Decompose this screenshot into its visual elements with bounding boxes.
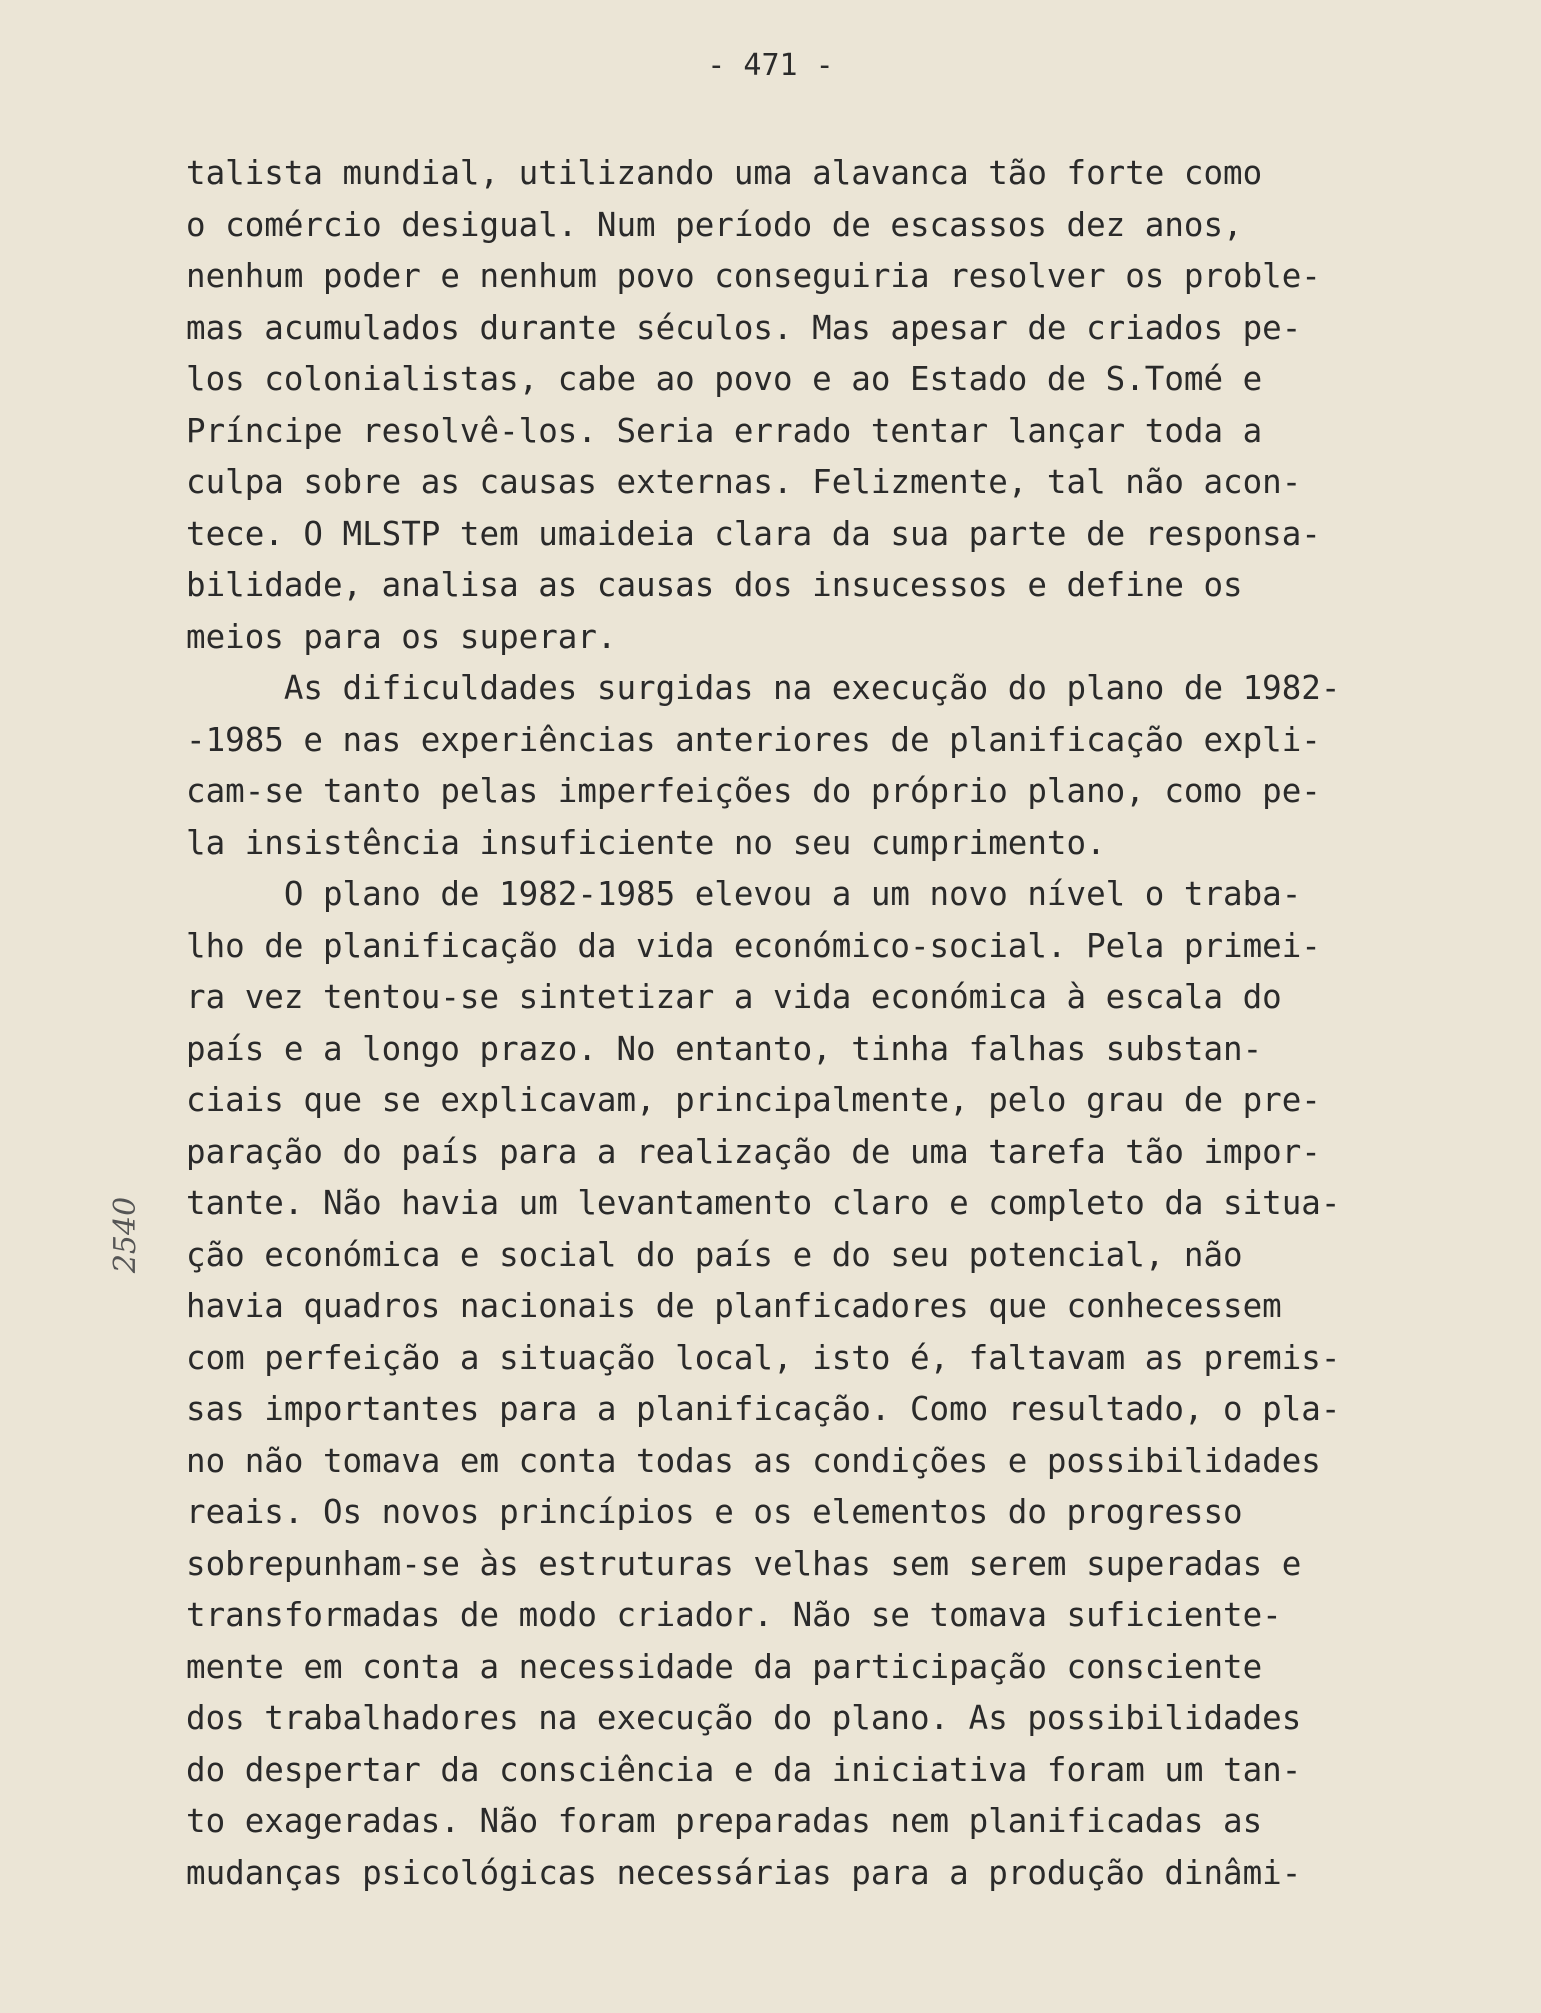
text-line: sobrepunham-se às estruturas velhas sem serem superadas e <box>186 1544 1302 1583</box>
text-line: no não tomava em conta todas as condições e possibilidades <box>186 1441 1321 1480</box>
text-line: As dificuldades surgidas na execução do plano de 1982- <box>186 669 1341 707</box>
text-line: dos trabalhadores na execução do plano. As possibilidades <box>186 1699 1302 1737</box>
text-line: com perfeição a situação local, isto é, faltavam as premis- <box>186 1338 1341 1377</box>
text-line: do despertar da consciência e da iniciativa foram um tan- <box>186 1750 1302 1789</box>
text-line: -1985 e nas experiências anteriores de planificação expli- <box>186 720 1321 759</box>
text-line: talista mundial, utilizando uma alavanca tão forte como <box>186 154 1263 192</box>
text-line: la insistência insuficiente no seu cumprimento. <box>186 823 1106 862</box>
text-line: bilidade, analisa as causas dos insucessos e define os <box>186 566 1243 604</box>
page-number: - 471 - <box>707 48 834 83</box>
text-line: O plano de 1982-1985 elevou a um novo nível o traba- <box>186 875 1302 913</box>
text-line: tece. O MLSTP tem umaideia clara da sua parte de responsa- <box>186 514 1321 553</box>
text-line: paração do país para a realização de uma tarefa tão impor- <box>186 1132 1321 1171</box>
text-line: to exageradas. Não foram preparadas nem planificadas as <box>186 1802 1263 1840</box>
text-line: culpa sobre as causas externas. Felizmente, tal não acon- <box>186 463 1302 501</box>
text-line: mente em conta a necessidade da participação consciente <box>186 1647 1263 1686</box>
text-line: tante. Não havia um levantamento claro e completo da situa- <box>186 1184 1341 1222</box>
text-line: país e a longo prazo. No entanto, tinha falhas substan- <box>186 1029 1263 1068</box>
text-line: nenhum poder e nenhum povo conseguiria resolver os proble- <box>186 257 1321 295</box>
text-line: lho de planificação da vida económico-social. Pela primei- <box>186 926 1321 965</box>
text-line: havia quadros nacionais de planficadores que conhecessem <box>186 1287 1282 1325</box>
text-line: meios para os superar. <box>186 617 617 656</box>
text-line: mudanças psicológicas necessárias para a produção dinâmi- <box>186 1853 1302 1892</box>
text-line: reais. Os novos princípios e os elementos do progresso <box>186 1493 1243 1531</box>
text-line: ção económica e social do país e do seu potencial, não <box>186 1235 1243 1274</box>
text-line: sas importantes para a planificação. Como resultado, o pla- <box>186 1390 1341 1428</box>
text-line: mas acumulados durante séculos. Mas apesar de criados pe- <box>186 308 1302 347</box>
text-line: cam-se tanto pelas imperfeições do próprio plano, como pe- <box>186 772 1321 810</box>
text-line: ra vez tentou-se sintetizar a vida económica à escala do <box>186 978 1282 1016</box>
text-line: transformadas de modo criador. Não se tomava suficiente- <box>186 1596 1282 1634</box>
text-line: los colonialistas, cabe ao povo e ao Estado de S.Tomé e <box>186 360 1263 398</box>
margin-handwritten-note: 2540 <box>107 1196 143 1274</box>
text-line: o comércio desigual. Num período de escassos dez anos, <box>186 205 1243 244</box>
text-line: ciais que se explicavam, principalmente, pelo grau de pre- <box>186 1081 1321 1119</box>
text-line: Príncipe resolvê-los. Seria errado tentar lançar toda a <box>186 411 1263 450</box>
body-text <box>186 148 1446 1899</box>
